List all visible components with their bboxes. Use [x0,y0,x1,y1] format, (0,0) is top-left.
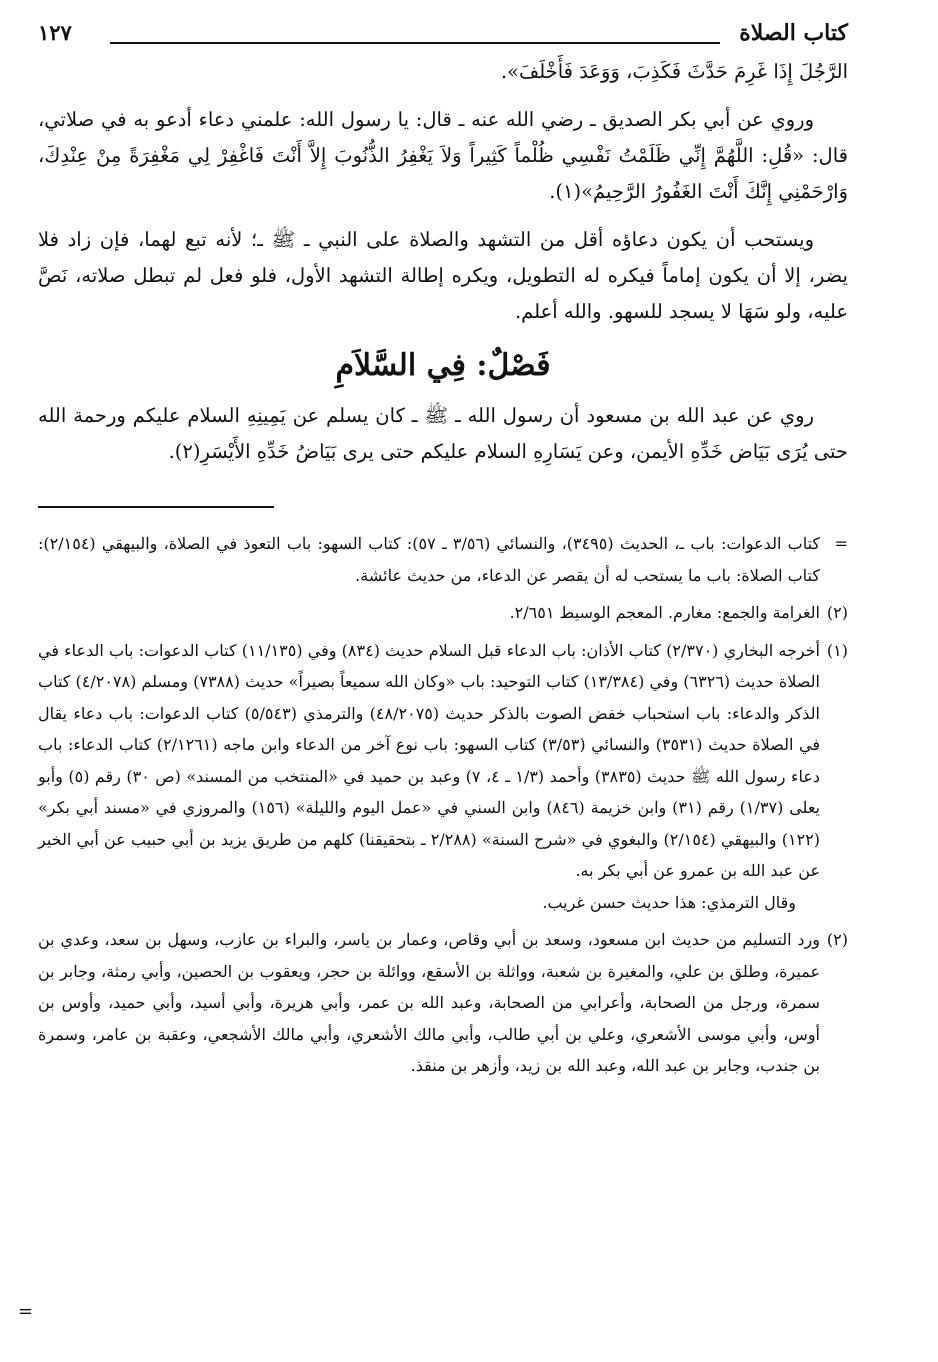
footnotes [38,528,848,1082]
footnote-continuation [38,528,848,591]
footnote-number: (٢) [826,930,848,949]
footnote-text: ورد التسليم من حديث ابن مسعود، وسعد بن أبي وقاص، وعمار بن ياسر، والبراء بن عازب، وسهل بن سعد، وعدي بن عميرة، وطلق بن علي، والمغيرة بن شعبة، وواثلة بن الأسقع، ووائلة بن حجر، ويعقوب بن الحصين، وأبي رمثة، وجابر بن سمرة، ورجل من الصحابة، وأعرابي من الصحابة، وعبد الله بن عمر، وأبي هريرة، وأبي أسيد، وأبي حميد، وأوس بن أوس، وأبي موسى الأشعري، وعلي بن أبي طالب، وأبي مالك الأشعري، وأبي مالك الأشجعي، وعقبة بن عامر، وسمرة بن جندب، وجابر بن عبد الله، وعبد الله بن زيد، وأزهر بن منقذ. [38,930,821,1075]
page-number: ١٢٧ [38,20,72,45]
footnote-takhrij-1 [38,635,848,919]
running-header [38,18,848,54]
footnote-continuation-text: كتاب الدعوات: باب ـ، الحديث (٣٤٩٥)، والنسائي (٣/٥٦ ـ ٥٧): كتاب السهو: باب التعوذ في الصلاة، والبيهقي (٢/١٥٤): كتاب الصلاة: باب ما يستحب له أن يقصر عن الدعاء، من حديث عائشة. [38,534,821,585]
page-end-continuation-mark: = [18,1301,34,1322]
book-page [38,18,848,1338]
footnote-gharama [38,597,848,629]
footnote-rule [38,506,274,508]
paragraph-salam-hadith: روي عن عبد الله بن مسعود أن رسول الله ـ ﷺ ـ كان يسلم عن يَمِينِهِ السلام عليكم ورحمة الله حتى يُرَى بَيَاض خَدِّهِ الأيمن، وعن يَسَارِهِ السلام عليكم حتى يرى بَيَاضُ خَدِّهِ الأَيْسَرِ(٢). [38,404,848,463]
main-text [38,54,848,470]
footnote-text: الغرامة والجمع: مغارم. المعجم الوسيط ٢/٦٥١. [509,603,820,622]
footnote-number: (٢) [826,603,848,622]
footnote-text: أخرجه البخاري (٢/٣٧٠) كتاب الأذان: باب الدعاء قبل السلام حديث (٨٣٤) وفي (١١/١٣٥) كتاب الدعوات: باب الدعاء في الصلاة حديث (٦٣٢٦) وفي (١٣/٣٨٤) كتاب التوحيد: باب «وكان الله سميعاً بصيراً» حديث (٧٣٨٨) ومسلم (٤/٢٠٧٨) كتاب الذكر والدعاء: باب استحباب خفض الصوت بالذكر حديث (٤٨/٢٠٧٥) والترمذي (٥/٥٤٣) كتاب الدعوات: باب دعاء يقال في الصلاة حديث (٣٥٣١) والنسائي (٣/٥٣) كتاب السهو: باب نوع آخر من الدعاء وابن ماجه (٢/١٢٦١) كتاب الدعاء: باب دعاء رسول الله ﷺ حديث (٣٨٣٥) وأحمد (١/٣ ـ ٤، ٧) وعبد بن حميد في «المنتخب من المسند» (ص ٣٠) رقم (٥) وأبو يعلى (١/٣٧) رقم (٣١) وابن خزيمة (٨٤٦) وابن السني في «عمل اليوم والليلة» (١٥٦) والمروزي في «مسند أبي بكر» (١٢٢) والبيهقي (٢/١٥٤) والبغوي في «شرح السنة» (٢/٢٨٨ ـ بتحقيقنا) كلهم من طريق يزيد بن أبي حبيب عن أبي الخير عن عبد الله بن عمرو عن أبي بكر به. [38,640,821,880]
book-title: كتاب الصلاة [739,20,848,46]
footnote-tirmidhi-note: وقال الترمذي: هذا حديث حسن غريب. [542,892,796,912]
continuation-mark: = [834,534,848,553]
header-rule [110,42,720,44]
footnote-takhrij-2 [38,924,848,1082]
section-title: فَصْلٌ: فِي السَّلاَمِ [335,348,551,383]
paragraph-continuation: الرَّجُلَ إِذَا غَرِمَ حَدَّثَ فَكَذِبَ، وَوَعَدَ فَأَخْلَفَ». [500,60,848,83]
paragraph-abu-bakr-hadith: وروي عن أبي بكر الصديق ـ رضي الله عنه ـ قال: يا رسول الله: علمني دعاء أدعو به في صلاتي، قال: «قُلِ: اللَّهُمَّ إِنِّي ظَلَمْتُ نَفْسِي ظُلْماً كَثِيراً وَلاَ يَغْفِرُ الذُّنُوبَ إِلاَّ أَنْتَ فَاغْفِرْ لِي مَغْفِرَةً مِنْ عِنْدِكَ، وَارْحَمْنِي إِنَّكَ أَنْتَ الغَفُورُ الرَّحِيمُ»(١). [38,108,848,203]
footnote-number: (١) [826,640,848,660]
paragraph-dua-length: ويستحب أن يكون دعاؤه أقل من التشهد والصلاة على النبي ـ ﷺ ـ؛ لأنه تبع لهما، فإن زاد فلا يضر، إلا أن يكون إماماً فيكره له التطويل، ويكره إطالة التشهد الأول، فلو فعل لم تبطل صلاته، نَصَّ عليه، ولو سَهَا لا يسجد للسهو. والله أعلم. [38,228,848,323]
